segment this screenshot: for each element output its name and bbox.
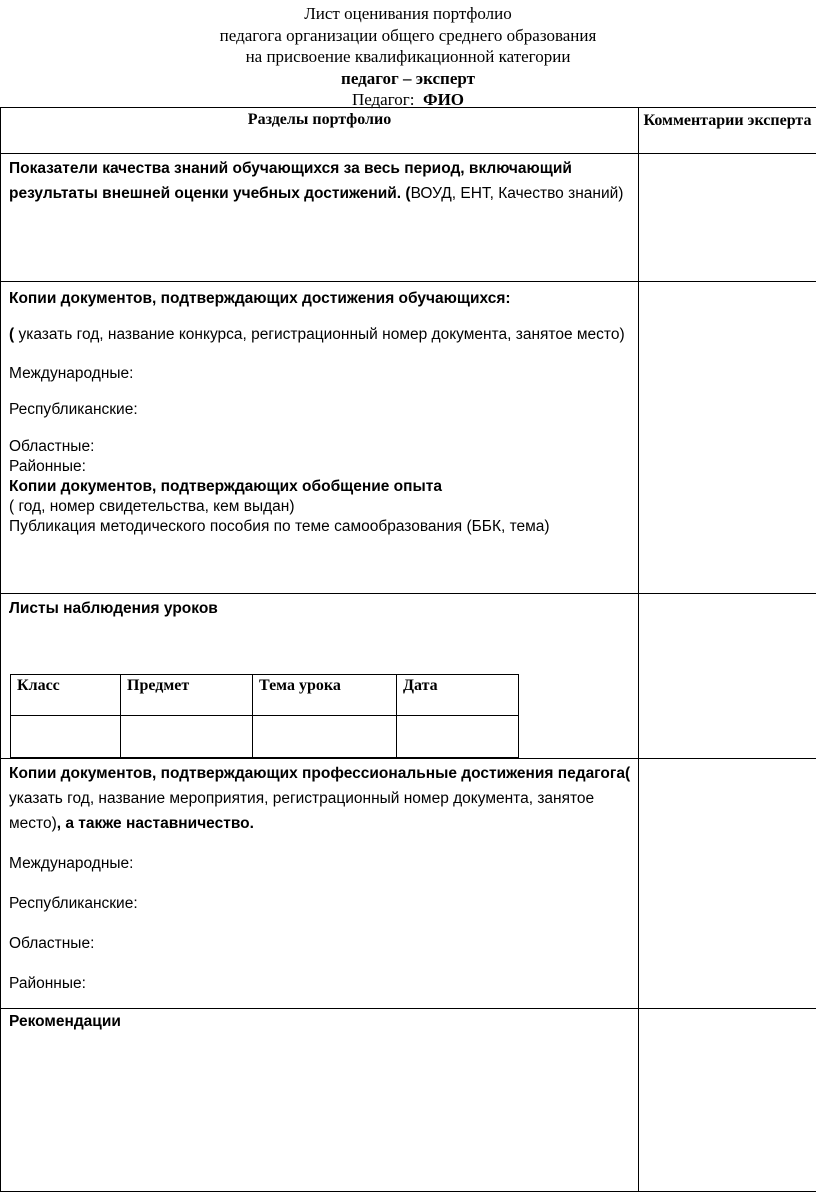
comment-cell[interactable] xyxy=(639,594,816,759)
knowledge-quality-note: ВОУД, ЕНТ, Качество знаний) xyxy=(410,185,624,202)
teacher-name: ФИО xyxy=(422,90,465,109)
level-regional: Областные: xyxy=(9,438,95,455)
table-row xyxy=(1,282,816,594)
section-knowledge-quality xyxy=(1,154,639,282)
header-subtitle: педагога организации общего среднего образования xyxy=(219,25,597,45)
table-header-row xyxy=(1,108,816,154)
lessons-table xyxy=(10,674,519,758)
lessons-header-row xyxy=(11,675,519,716)
methodical-publication: Публикация методического пособия по теме самообразования (ББК, тема) xyxy=(9,518,550,535)
comment-cell[interactable] xyxy=(639,759,816,1009)
header-category: педагог – эксперт xyxy=(341,68,475,88)
lessons-cell[interactable] xyxy=(397,716,519,758)
lesson-observation-title: Листы наблюдения уроков xyxy=(9,600,218,617)
document-header xyxy=(0,3,816,111)
student-achievements-note: ( указать год, название конкурса, регистрационный номер документа, занятое место) xyxy=(9,326,625,343)
comment-cell[interactable] xyxy=(639,282,816,594)
lessons-cell[interactable] xyxy=(11,716,121,758)
table-row xyxy=(1,594,816,759)
knowledge-quality-title: Показатели качества знаний обучающихся за весь период, включающий результаты внешней оценки учебных достижений. ( xyxy=(9,160,572,202)
lessons-empty-row xyxy=(11,716,519,758)
header-purpose: на присвоение квалификационной категории xyxy=(245,47,571,66)
comment-cell[interactable] xyxy=(639,154,816,282)
lessons-col-subject: Предмет xyxy=(121,675,253,716)
level-international: Международные: xyxy=(9,365,134,382)
section-lesson-observation xyxy=(1,594,639,759)
table-row xyxy=(1,1009,816,1192)
table-row xyxy=(1,759,816,1009)
level-international: Международные: xyxy=(9,855,134,872)
lessons-cell[interactable] xyxy=(121,716,253,758)
col-header-comments: Комментарии эксперта xyxy=(639,108,816,154)
teacher-label: Педагог: xyxy=(351,90,415,109)
level-republican: Республиканские: xyxy=(9,401,138,418)
section-recommendations xyxy=(1,1009,639,1192)
experience-note: ( год, номер свидетельства, кем выдан) xyxy=(9,498,295,515)
header-title: Лист оценивания портфолио xyxy=(304,4,512,23)
portfolio-table xyxy=(0,107,816,1192)
level-republican: Республиканские: xyxy=(9,895,138,912)
recommendations-title: Рекомендации xyxy=(9,1013,121,1030)
student-achievements-title: Копии документов, подтверждающих достижения обучающихся: xyxy=(9,290,511,307)
comment-cell[interactable] xyxy=(639,1009,816,1192)
experience-title: Копии документов, подтверждающих обобщение опыта xyxy=(9,478,442,495)
lessons-cell[interactable] xyxy=(253,716,397,758)
level-regional: Областные: xyxy=(9,935,95,952)
section-student-achievements xyxy=(1,282,639,594)
lessons-col-topic: Тема урока xyxy=(253,675,397,716)
col-header-sections: Разделы портфолио xyxy=(1,108,639,154)
section-professional-achievements xyxy=(1,759,639,1009)
level-district: Районные: xyxy=(9,458,86,475)
level-district: Районные: xyxy=(9,975,86,992)
table-row xyxy=(1,154,816,282)
lessons-col-date: Дата xyxy=(397,675,519,716)
professional-achievements-text: Копии документов, подтверждающих профессиональные достижения педагога( указать год, название мероприятия, регистрационный номер документа, занятое место), а также наставничество. xyxy=(9,765,631,832)
lessons-col-class: Класс xyxy=(11,675,121,716)
